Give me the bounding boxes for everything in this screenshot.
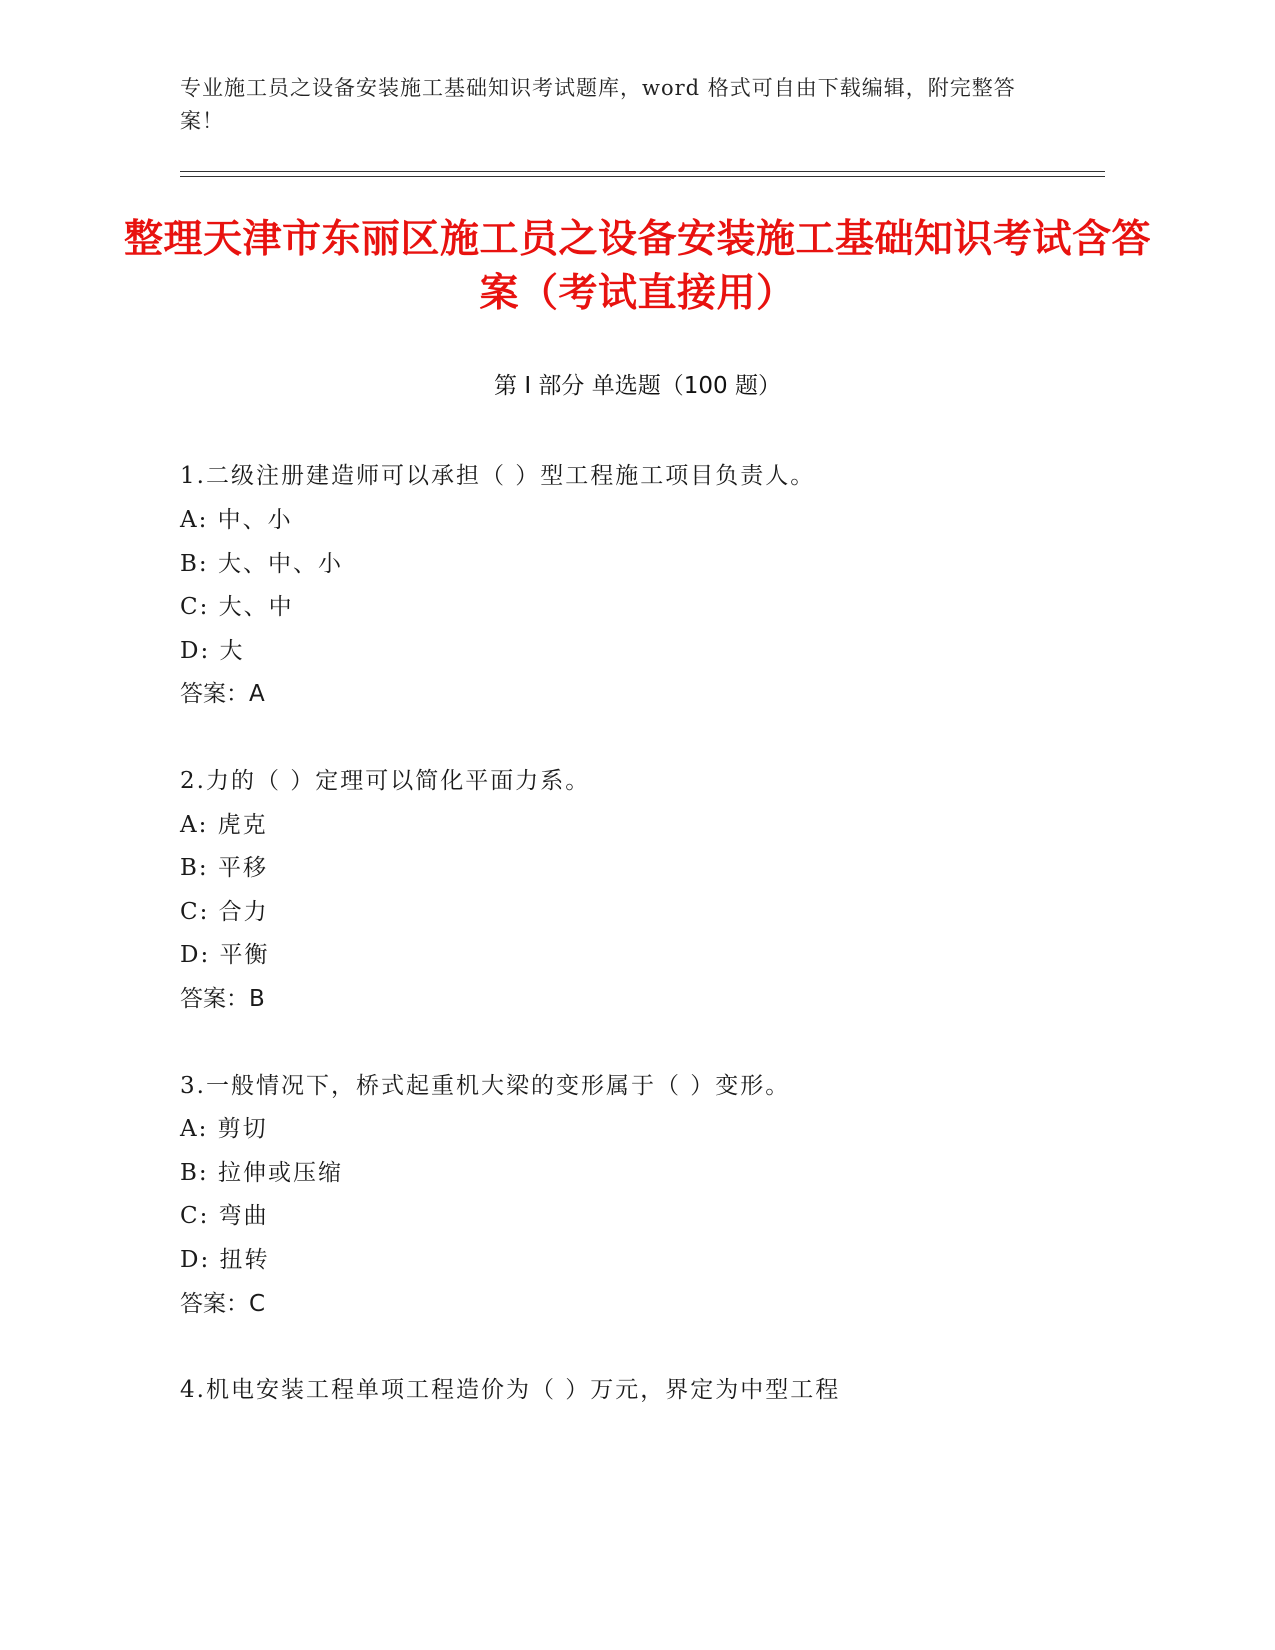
question-3-answer: 答案：C [180,1291,266,1317]
question-2-answer: 答案：B [180,986,265,1012]
question-3-option-d: D: 扭转 [180,1247,270,1273]
header-divider-top [180,171,1105,172]
question-2-text: 2.力的（ ）定理可以简化平面力系。 [180,768,591,794]
section-heading: 第 I 部分 单选题（100 题） [494,373,781,399]
question-3-text: 3.一般情况下，桥式起重机大梁的变形属于（ ）变形。 [180,1073,791,1099]
question-1-option-b: B: 大、中、小 [180,551,343,577]
question-1-text: 1.二级注册建造师可以承担（ ）型工程施工项目负责人。 [180,463,816,489]
question-2-option-a: A: 虎克 [180,812,268,838]
question-3-option-c: C: 弯曲 [180,1203,269,1229]
question-1-option-c: C: 大、中 [180,594,294,620]
question-1-answer: 答案：A [180,681,265,707]
question-2-option-b: B: 平移 [180,855,268,881]
question-4-text: 4.机电安装工程单项工程造价为（ ）万元，界定为中型工程 [180,1377,841,1403]
header-note: 专业施工员之设备安装施工基础知识考试题库，word 格式可自由下载编辑，附完整答案！ [180,76,1016,133]
question-2-option-d: D: 平衡 [180,942,270,968]
question-1-option-a: A: 中、小 [180,507,293,533]
question-3-option-b: B: 拉伸或压缩 [180,1160,343,1186]
question-1-option-d: D: 大 [180,638,245,664]
header-divider-bottom [180,176,1105,177]
question-3-option-a: A: 剪切 [180,1116,268,1142]
question-2-option-c: C: 合力 [180,899,269,925]
document-title: 整理天津市东丽区施工员之设备安装施工基础知识考试含答案（考试直接用） [123,217,1151,316]
